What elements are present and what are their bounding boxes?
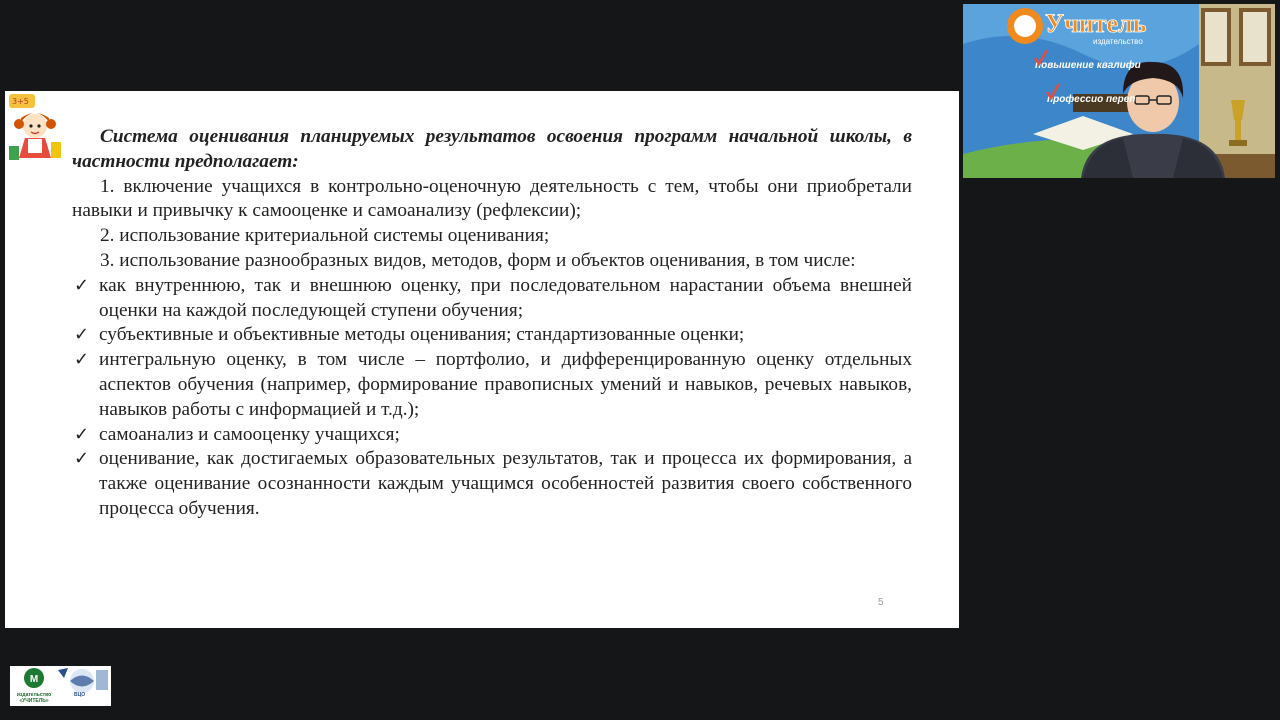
bullet-text: как внутреннюю, так и внешнюю оценку, при последовательном нарастании объема внешней оценки на каждой последующей ступени обучения;	[99, 274, 912, 321]
bullet-item	[72, 423, 912, 448]
schoolgirl-mascot-icon	[6, 92, 64, 162]
bullet-item	[72, 447, 912, 521]
checkmark-icon: ✓	[74, 423, 90, 445]
slide-text	[72, 125, 912, 522]
bullet-item	[72, 348, 912, 422]
svg-text:3+5: 3+5	[12, 97, 29, 106]
publisher-name	[11, 692, 57, 704]
bullet-text: оценивание, как достигаемых образовательных результатов, так и процесса их формирования, а также оценивание осознанности каждым учащимся особенностей развития своего собственного процесса обучения.	[99, 448, 912, 519]
numbered-item-3: 3. использование разнообразных видов, методов, форм и объектов оценивания, в том числе:	[100, 249, 856, 271]
checkmark-icon: ✓	[74, 448, 90, 470]
webcam-scene-icon	[963, 4, 1275, 178]
webcam-feed	[963, 4, 1275, 178]
bullet-text: самоанализ и самооценку учащихся;	[99, 423, 400, 445]
bullet-text: субъективные и объективные методы оценивания; стандартизованные оценки;	[99, 324, 745, 346]
slide-heading: Система оценивания планируемых результатов освоения программ начальной школы, в частности предполагает:	[72, 126, 912, 172]
checkmark-icon: ✓	[74, 324, 90, 346]
publisher-line-1: издательство	[16, 692, 52, 698]
banner-line-1: повышение квалифи	[1035, 60, 1141, 71]
banner-line-2: профессио переп	[1047, 94, 1136, 105]
badge-text: ВЦО	[74, 692, 86, 698]
presentation-slide	[5, 91, 959, 628]
banner-subtitle: издательство	[1093, 37, 1143, 46]
bullet-list	[72, 274, 912, 522]
numbered-item-1: 1. включение учащихся в контрольно-оценочную деятельность с тем, чтобы они приобретали навыки и привычку к самооценке и самоанализу (рефлексии);	[72, 175, 912, 222]
bullet-text: интегральную оценку, в том числе – портфолио, и дифференцированную оценку отдельных аспектов обучения (например, формирование правописных умений и навыков, речевых навыков, навыков работы с информацией и т.д.);	[99, 349, 912, 420]
footer-logo	[10, 666, 111, 706]
checkmark-icon: ✓	[74, 349, 90, 371]
bullet-item	[72, 323, 912, 348]
bullet-item	[72, 274, 912, 324]
svg-text:M: M	[29, 674, 39, 685]
numbered-item-2: 2. использование критериальной системы оценивания;	[100, 225, 550, 247]
checkmark-icon: ✓	[74, 274, 90, 296]
slide-page-number: 5	[878, 597, 884, 608]
publisher-line-2: «УЧИТЕЛЬ»	[19, 698, 49, 704]
banner-title: Учитель	[1045, 9, 1147, 38]
